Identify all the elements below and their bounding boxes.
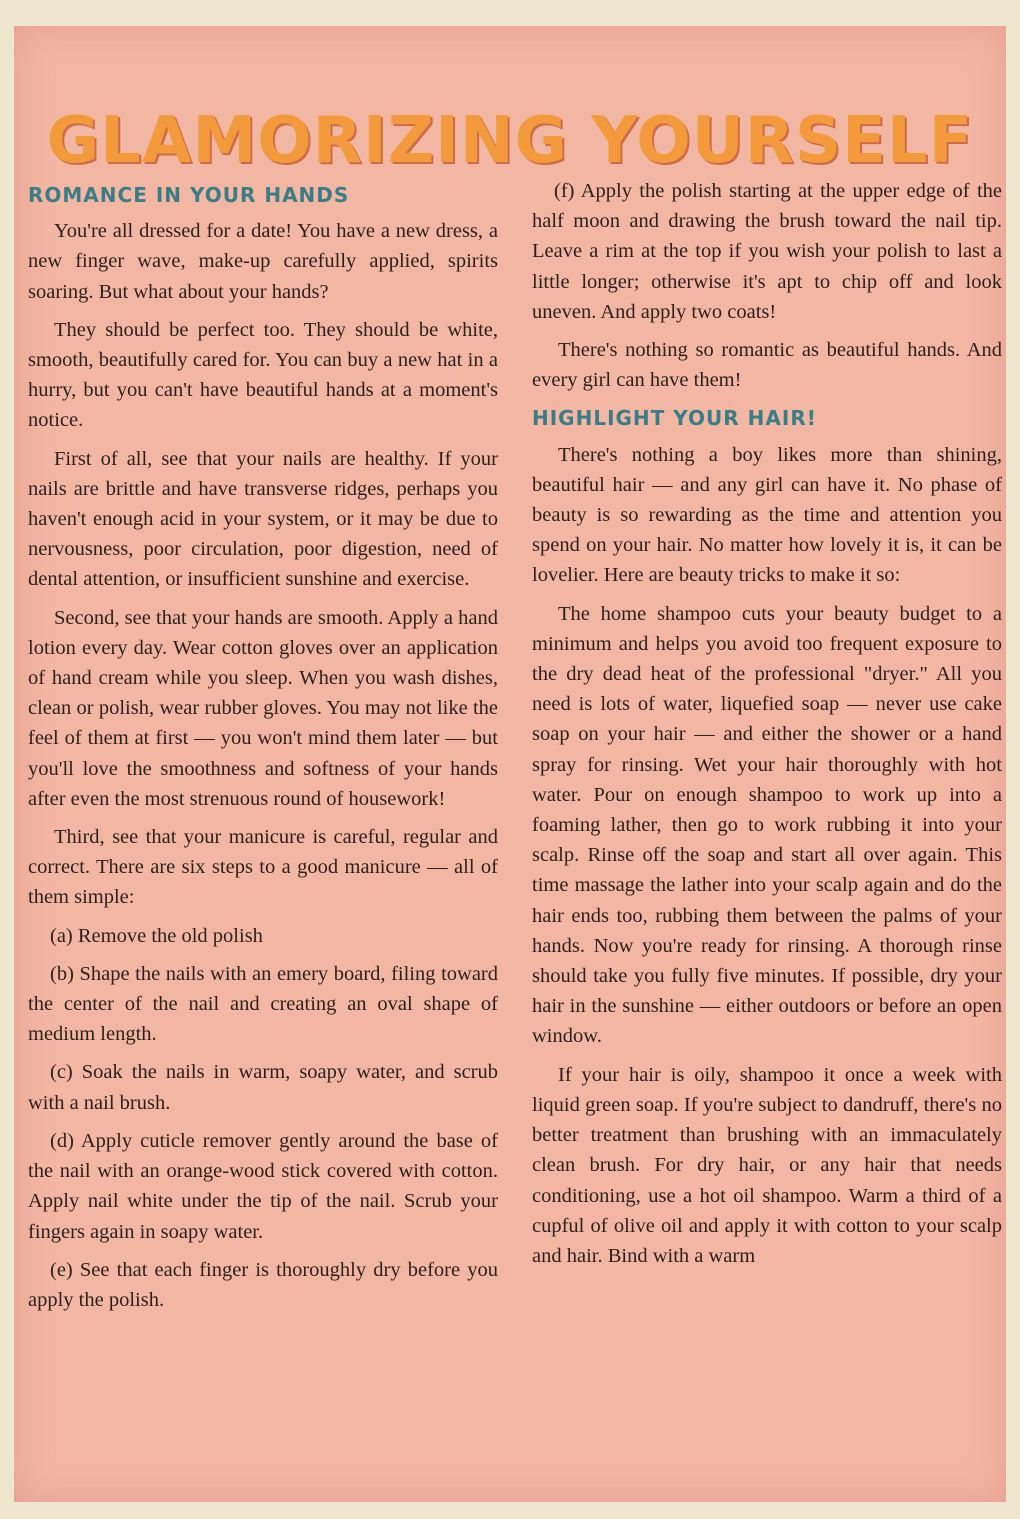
paragraph: Second, see that your hands are smooth. Apply a hand lotion every day. Wear cotton gloves over an application of hand cream while you sleep. When you wash dishes, clean or polish, wear rubber gloves. You may not like the feel of them at first — you won't mind them later — but you'll love the smoothness and softness of your hands after even the most strenuous round of housework! [28,606,498,810]
section-heading-hands: ROMANCE IN YOUR HANDS [28,183,350,207]
right-column [532,176,1002,1279]
left-column [28,176,498,1323]
paragraph: They should be perfect too. They should be white, smooth, beautifully cared for. You can buy a new hat in a hurry, but you can't have beautiful hands at a moment's notice. [28,318,498,432]
paragraph: If your hair is oily, shampoo it once a week with liquid green soap. If you're subject to dandruff, there's no better treatment than brushing with an immaculately clean brush. For dry hair, or any hair that needs conditioning, use a hot oil shampoo. Warm a third of a cupful of olive oil and apply it with cotton to your scalp and hair. Bind with a warm [532,1063,1002,1267]
manicure-step: (c) Soak the nails in warm, soapy water, and scrub with a nail brush. [28,1061,498,1114]
magazine-page [14,26,1006,1502]
manicure-step: (f) Apply the polish starting at the upper edge of the half moon and drawing the brush toward the nail tip. Leave a rim at the top if you wish your polish to last a little longer; otherwise it's apt to chip off and look uneven. And apply two coats! [532,180,1002,323]
paragraph: There's nothing so romantic as beautiful hands. And every girl can have them! [532,339,1002,392]
section-heading-hair: HIGHLIGHT YOUR HAIR! [532,406,817,431]
paragraph: There's nothing a boy likes more than shining, beautiful hair — and any girl can have it. No phase of beauty is so rewarding as the time and attention you spend on your hair. No matter how lovely it is, it can be lovelier. Here are beauty tricks to make it so: [532,443,1002,587]
manicure-step: (d) Apply cuticle remover gently around the base of the nail with an orange-wood stick covered with cotton. Apply nail white under the tip of the nail. Scrub your fingers again in soapy water. [28,1129,498,1243]
paragraph: You're all dressed for a date! You have a new dress, a new finger wave, make-up carefully applied, spirits soaring. But what about your hands? [28,220,498,303]
paragraph: The home shampoo cuts your beauty budget to a minimum and helps you avoid too frequent exposure to the dry dead heat of the professional "dryer." All you need is lots of water, liquefied soap — never use cake soap on your hair — and either the shower or a hand spray for rinsing. Wet your hair thoroughly with hot water. Pour on enough shampoo to work up into a foaming lather, then go to work rubbing it into your scalp. Rinse off the soap and start all over again. This time massage the lather into your scalp again and do the hair ends too, rubbing them between the palms of your hands. Now you're ready for rinsing. A thorough rinse should take you fully five minutes. If possible, dry your hair in the sunshine — either outdoors or before an open window. [532,602,1002,1048]
manicure-step: (a) Remove the old polish [50,924,263,947]
paragraph: Third, see that your manicure is careful, regular and correct. There are six steps to a good manicure — all of them simple: [28,826,498,909]
paragraph: First of all, see that your nails are healthy. If your nails are brittle and have transverse ridges, perhaps you haven't enough acid in your system, or it may be due to nervousness, poor circulation, poor digestion, need of dental attention, or insufficient sunshine and exercise. [28,447,498,591]
page-title: GLAMORIZING YOURSELF [46,104,974,178]
manicure-step: (e) See that each finger is thoroughly dry before you apply the polish. [28,1258,498,1311]
manicure-step: (b) Shape the nails with an emery board, filing toward the center of the nail and creating an oval shape of medium length. [28,962,498,1046]
